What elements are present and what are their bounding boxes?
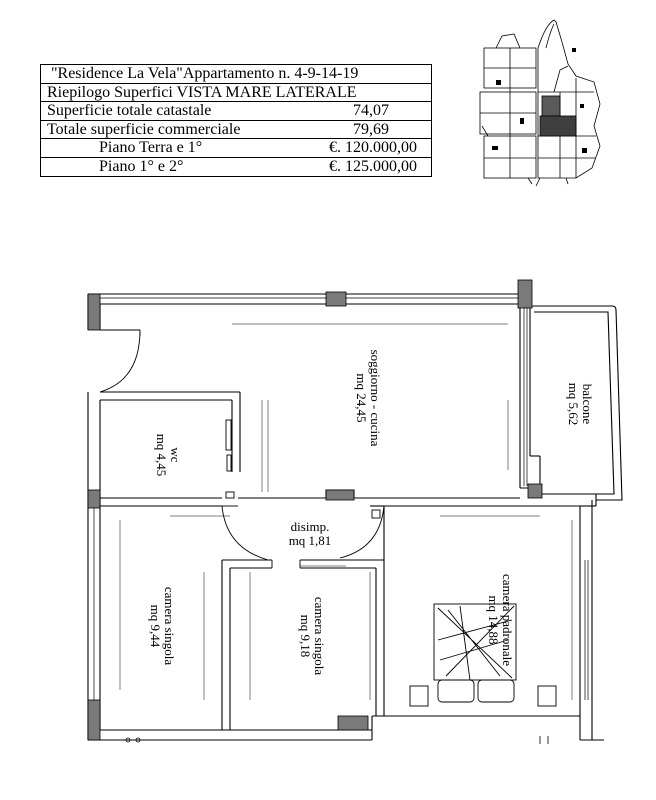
surface-catastale-row xyxy=(41,102,431,121)
room-label-camera-padronale xyxy=(486,574,514,666)
row-value: €. 120.000,00 xyxy=(329,139,417,156)
subtitle-row xyxy=(41,84,431,103)
highlighted-unit-lower xyxy=(540,116,576,136)
surface-summary-table xyxy=(40,64,432,177)
highlighted-unit-upper xyxy=(542,96,560,116)
plan-markers xyxy=(126,736,548,744)
room-area: mq 9,18 xyxy=(298,614,313,658)
room-area: mq 1,81 xyxy=(288,533,332,548)
room-area: mq 5,62 xyxy=(566,382,581,426)
key-map-details xyxy=(492,48,587,153)
room-name: camera singola xyxy=(312,596,327,676)
doors xyxy=(100,330,384,568)
room-label-balcone xyxy=(566,383,594,426)
room-label-disimp xyxy=(289,520,332,548)
room-area: mq 24,45 xyxy=(354,373,369,423)
row-value: €. 125.000,00 xyxy=(329,157,417,175)
title-text: "Residence La Vela"Appartamento n. 4-9-14-19 xyxy=(51,65,359,82)
subtitle-text: Riepilogo Superfici VISTA MARE LATERALE xyxy=(47,83,357,101)
surface-commerciale-row xyxy=(41,121,431,140)
room-area: mq 9,44 xyxy=(148,604,163,648)
double-bed xyxy=(410,604,556,706)
row-label: Piano Terra e 1° xyxy=(99,139,203,156)
title-row xyxy=(41,65,431,84)
room-area: mq 4,45 xyxy=(154,433,169,477)
row-label: Superficie totale catastale xyxy=(47,102,212,119)
room-name: camera padronale xyxy=(500,573,515,667)
price-row-primo xyxy=(41,158,431,177)
room-area: mq 14,88 xyxy=(486,595,501,645)
row-label: Totale superficie commerciale xyxy=(47,120,241,138)
room-name: camera singola xyxy=(162,586,177,666)
room-name: disimp. xyxy=(290,519,330,534)
wc-fixtures xyxy=(226,420,231,471)
key-map-outline xyxy=(480,20,600,186)
price-row-terra xyxy=(41,139,431,158)
room-label-camera-singola-2 xyxy=(298,597,326,675)
room-name: soggiorno - cucina xyxy=(368,349,383,447)
row-label: Piano 1° e 2° xyxy=(99,157,184,175)
room-name: wc xyxy=(168,447,183,463)
building-key-map xyxy=(476,18,616,188)
row-value: 79,69 xyxy=(353,120,389,138)
row-value: 74,07 xyxy=(353,102,389,119)
room-name: balcone xyxy=(580,383,595,425)
room-label-wc xyxy=(154,434,182,477)
room-label-soggiorno xyxy=(354,350,382,447)
room-label-camera-singola-1 xyxy=(148,587,176,665)
